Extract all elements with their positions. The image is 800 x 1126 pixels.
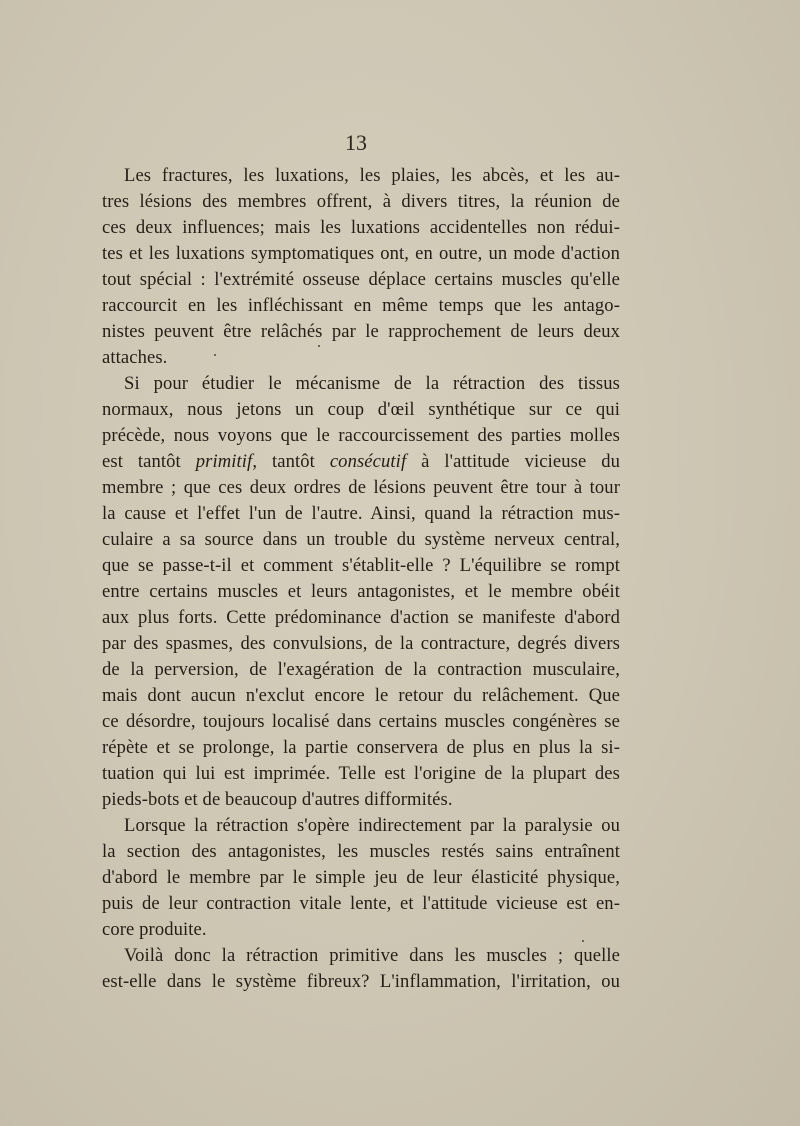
text-line: ces deux influences; mais les luxations accidentelles non rédui- (102, 217, 620, 238)
paper-speck (318, 345, 320, 347)
text-line: la cause et l'effet l'un de l'autre. Ainsi, quand la rétraction mus- (102, 503, 620, 524)
text-line: entre certains muscles et leurs antagonistes, et le membre obéit (102, 581, 620, 602)
text-line: ce désordre, toujours localisé dans certains muscles congénères se (102, 711, 620, 732)
text-line: Les fractures, les luxations, les plaies, les abcès, et les au- (124, 165, 620, 186)
text-line: que se passe-t-il et comment s'établit-elle ? L'équilibre se rompt (102, 555, 620, 576)
paper-speck (214, 354, 216, 356)
text-line: normaux, nous jetons un coup d'œil synthétique sur ce qui (102, 399, 620, 420)
text-line: membre ; que ces deux ordres de lésions peuvent être tour à tour (102, 477, 620, 498)
italic-term-consecutif: consécutif (329, 451, 407, 472)
text-line: core produite. (102, 919, 207, 940)
text-line: attaches. (102, 347, 168, 368)
paragraph-2 (80, 371, 620, 813)
text-line: raccourcit en les infléchissant en même temps que les antago- (102, 295, 620, 316)
text-line: tes et les luxations symptomatiques ont, en outre, un mode d'action (102, 243, 620, 264)
text-line: d'abord le membre par le simple jeu de leur élasticité physique, (102, 867, 620, 888)
text-line: précède, nous voyons que le raccourcissement des parties molles (102, 425, 620, 446)
text-fragment: à l'attitude vicieuse du (406, 451, 620, 472)
text-line: la section des antagonistes, les muscles restés sains entraînent (102, 841, 620, 862)
text-line: nistes peuvent être relâchés par le rapprochement de leurs deux (102, 321, 620, 342)
page-number: 13 (345, 130, 367, 155)
text-line: par des spasmes, des convulsions, de la contracture, degrés divers (102, 633, 620, 654)
text-line-with-italics (80, 449, 620, 475)
text-line: tres lésions des membres offrent, à divers titres, la réunion de (102, 191, 620, 212)
paragraph-3 (80, 813, 620, 943)
text-line: est-elle dans le système fibreux? L'inflammation, l'irritation, ou (102, 971, 620, 992)
text-line: pieds-bots et de beaucoup d'autres difformités. (102, 789, 453, 810)
text-line: Lorsque la rétraction s'opère indirectement par la paralysie ou (124, 815, 620, 836)
text-line: puis de leur contraction vitale lente, et l'attitude vicieuse est en- (102, 893, 620, 914)
text-line: Voilà donc la rétraction primitive dans les muscles ; quelle (124, 945, 620, 966)
text-line: aux plus forts. Cette prédominance d'action se manifeste d'abord (102, 607, 620, 628)
text-line: tuation qui lui est imprimée. Telle est l'origine de la plupart des (102, 763, 620, 784)
paragraph-1 (80, 163, 620, 371)
paragraph-4 (80, 943, 620, 995)
text-fragment: est tantôt (102, 451, 196, 472)
italic-term-primitif: primitif (195, 451, 253, 472)
text-line: de la perversion, de l'exagération de la contraction musculaire, (102, 659, 620, 680)
paper-speck (582, 940, 584, 942)
text-line: répète et se prolonge, la partie conservera de plus en plus la si- (102, 737, 620, 758)
text-line: tout spécial : l'extrémité osseuse déplace certains muscles qu'elle (102, 269, 620, 290)
text-line: mais dont aucun n'exclut encore le retour du relâchement. Que (102, 685, 620, 706)
body-text (80, 163, 620, 995)
text-fragment: , tantôt (252, 451, 330, 472)
text-line: culaire a sa source dans un trouble du système nerveux central, (102, 529, 620, 550)
text-line: Si pour étudier le mécanisme de la rétraction des tissus (124, 373, 620, 394)
